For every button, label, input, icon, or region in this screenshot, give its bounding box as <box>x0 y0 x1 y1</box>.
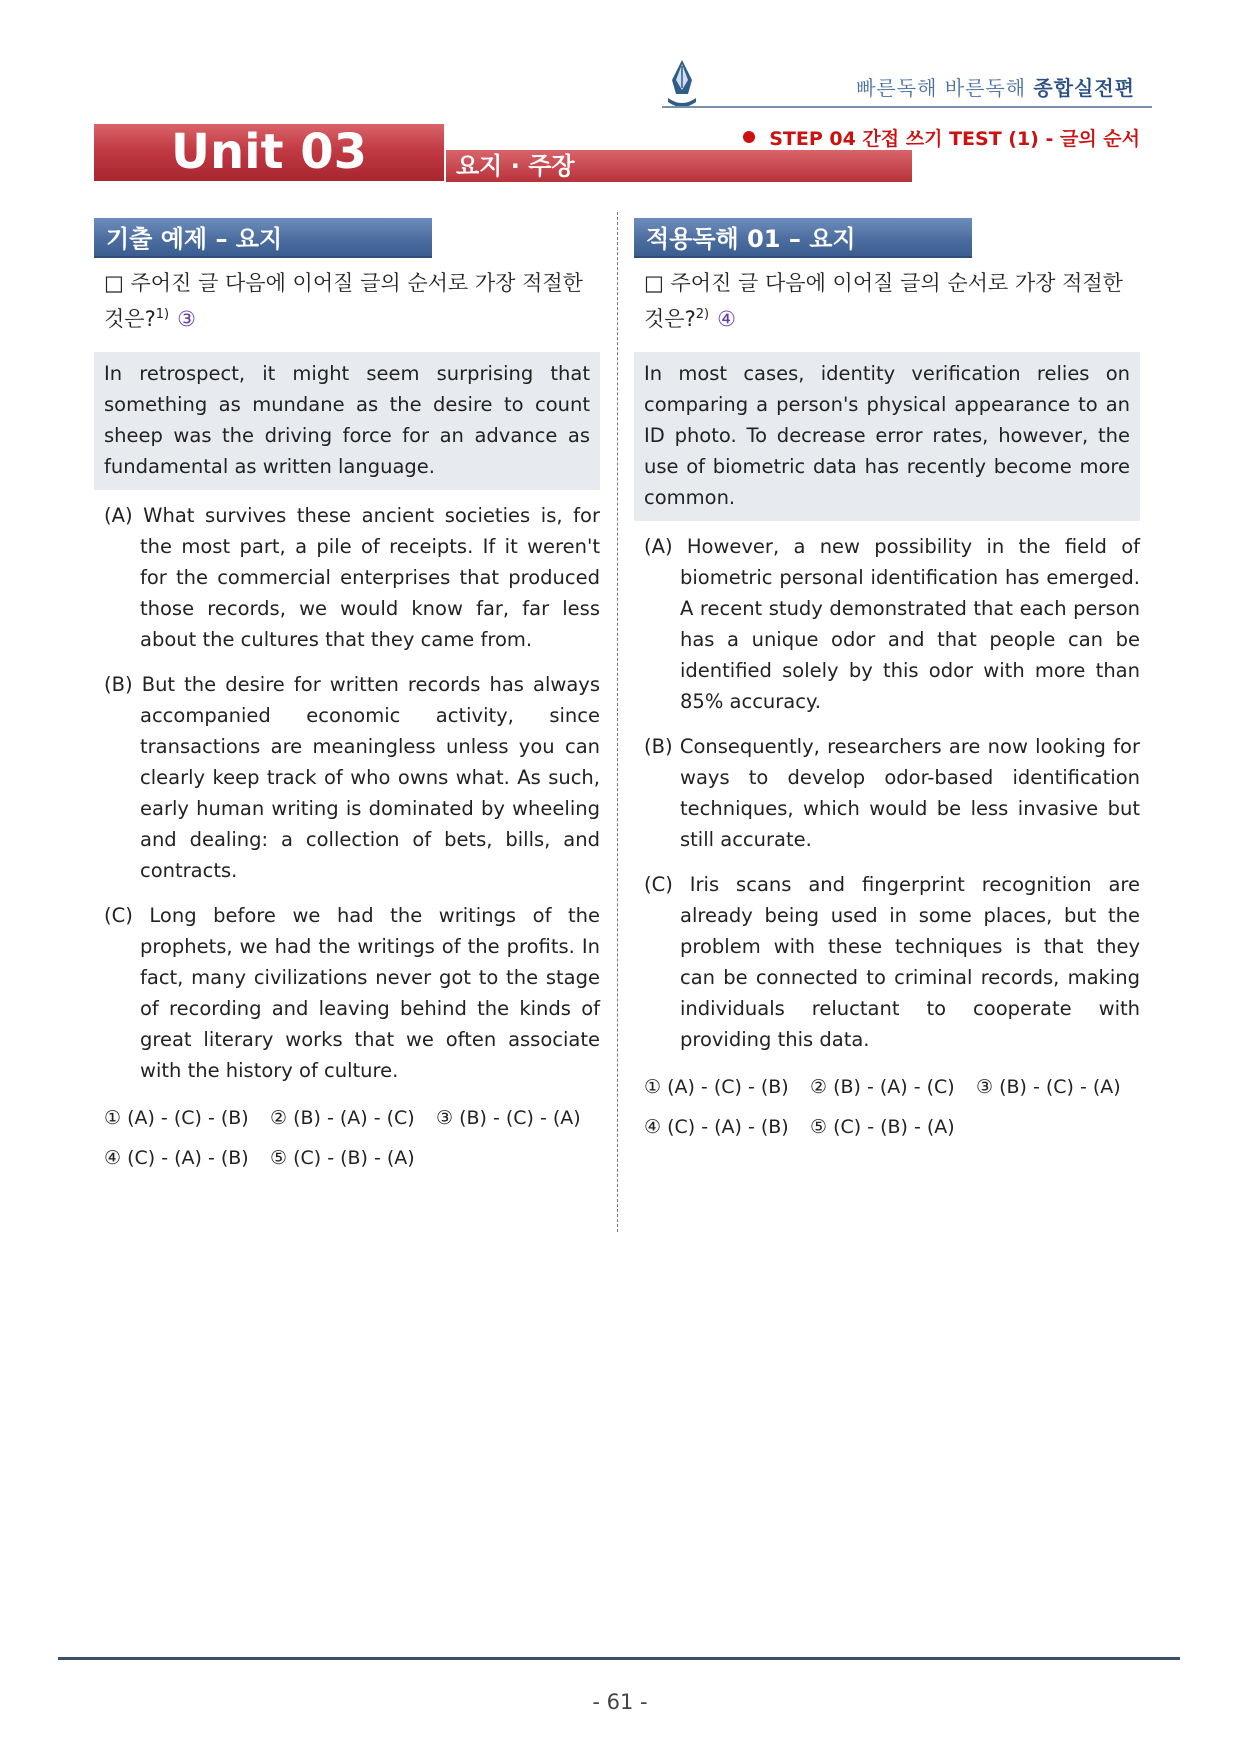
paragraph-a: (A) However, a new possibility in the field of biometric personal identification has emerged. A recent study demonstrated that each person has a unique odor and that people can be identified solely by this odor with more than 85% accuracy. <box>644 535 1140 713</box>
choice-5[interactable]: ⑤ (C) - (B) - (A) <box>270 1147 415 1169</box>
series-title-bold: 종합실전편 <box>1033 76 1135 100</box>
paragraph-c: (C) Iris scans and fingerprint recognition are already being used in some places, but the problem with these techniques is that they can be connected to criminal records, making individuals reluctant to cooperate with providing this data. <box>644 873 1140 1051</box>
answer-mark: ③ <box>177 307 196 331</box>
step-heading-text: STEP 04 간접 쓰기 TEST (1) - 글의 순서 <box>769 128 1140 150</box>
given-passage: In most cases, identity verification relies on comparing a person's physical appearance to an ID photo. To decrease error rates, however, the use of biometric data has recently become more common. <box>634 352 1140 521</box>
topic-label: 요지 · 주장 <box>446 150 912 182</box>
unit-label: Unit 03 <box>94 124 444 181</box>
answer-choices <box>634 1067 1140 1147</box>
question-text: □ 주어진 글 다음에 이어질 글의 순서로 가장 적절한 것은? <box>644 271 1123 331</box>
series-title-light: 빠른독해 바른독해 <box>856 76 1027 100</box>
bullet-dot-icon <box>743 131 755 143</box>
answer-mark: ④ <box>717 307 736 331</box>
choice-1[interactable]: ① (A) - (C) - (B) <box>104 1107 249 1129</box>
question-text: □ 주어진 글 다음에 이어질 글의 순서로 가장 적절한 것은? <box>104 271 583 331</box>
series-title <box>856 72 1135 101</box>
question-prompt <box>94 268 600 335</box>
paragraph-b: (B) Consequently, researchers are now looking for ways to develop odor-based identification techniques, which would be less invasive but still accurate. <box>644 735 1140 851</box>
left-column <box>94 218 600 1178</box>
choice-1[interactable]: ① (A) - (C) - (B) <box>644 1076 789 1098</box>
footnote-marker: 1) <box>155 307 170 322</box>
paragraph-b: (B) But the desire for written records has always accompanied economic activity, since transactions are meaningless unless you can clearly keep track of who owns what. As such, early human writing is dominated by wheeling and dealing: a collection of bets, bills, and contracts. <box>104 673 600 882</box>
fountain-pen-logo-icon <box>662 58 702 110</box>
section-title: 기출 예제 – 요지 <box>94 218 432 258</box>
step-heading <box>743 124 1140 151</box>
right-column <box>634 218 1140 1147</box>
paragraph-c: (C) Long before we had the writings of the prophets, we had the writings of the profits. In fact, many civilizations never got to the stage of recording and leaving behind the kinds of great literary works that we often associate with the history of culture. <box>104 904 600 1082</box>
column-divider <box>617 212 618 1232</box>
footnote-marker: 2) <box>695 307 710 322</box>
page-number: - 61 - <box>592 1690 648 1714</box>
choice-5[interactable]: ⑤ (C) - (B) - (A) <box>810 1116 955 1138</box>
footer-rule <box>58 1657 1180 1660</box>
paragraph-a: (A) What survives these ancient societies is, for the most part, a pile of receipts. If it weren't for the commercial enterprises that produced those records, we would know far, far less about the cultures that they came from. <box>104 504 600 651</box>
choice-3[interactable]: ③ (B) - (C) - (A) <box>436 1107 581 1129</box>
section-title: 적용독해 01 – 요지 <box>634 218 972 258</box>
choice-4[interactable]: ④ (C) - (A) - (B) <box>104 1147 249 1169</box>
choice-2[interactable]: ② (B) - (A) - (C) <box>270 1107 415 1129</box>
choice-4[interactable]: ④ (C) - (A) - (B) <box>644 1116 789 1138</box>
header-rule <box>662 106 1152 108</box>
choice-2[interactable]: ② (B) - (A) - (C) <box>810 1076 955 1098</box>
question-prompt <box>634 268 1140 335</box>
choice-3[interactable]: ③ (B) - (C) - (A) <box>976 1076 1121 1098</box>
answer-choices <box>94 1098 600 1178</box>
given-passage: In retrospect, it might seem surprising that something as mundane as the desire to count sheep was the driving force for an advance as fundamental as written language. <box>94 352 600 490</box>
